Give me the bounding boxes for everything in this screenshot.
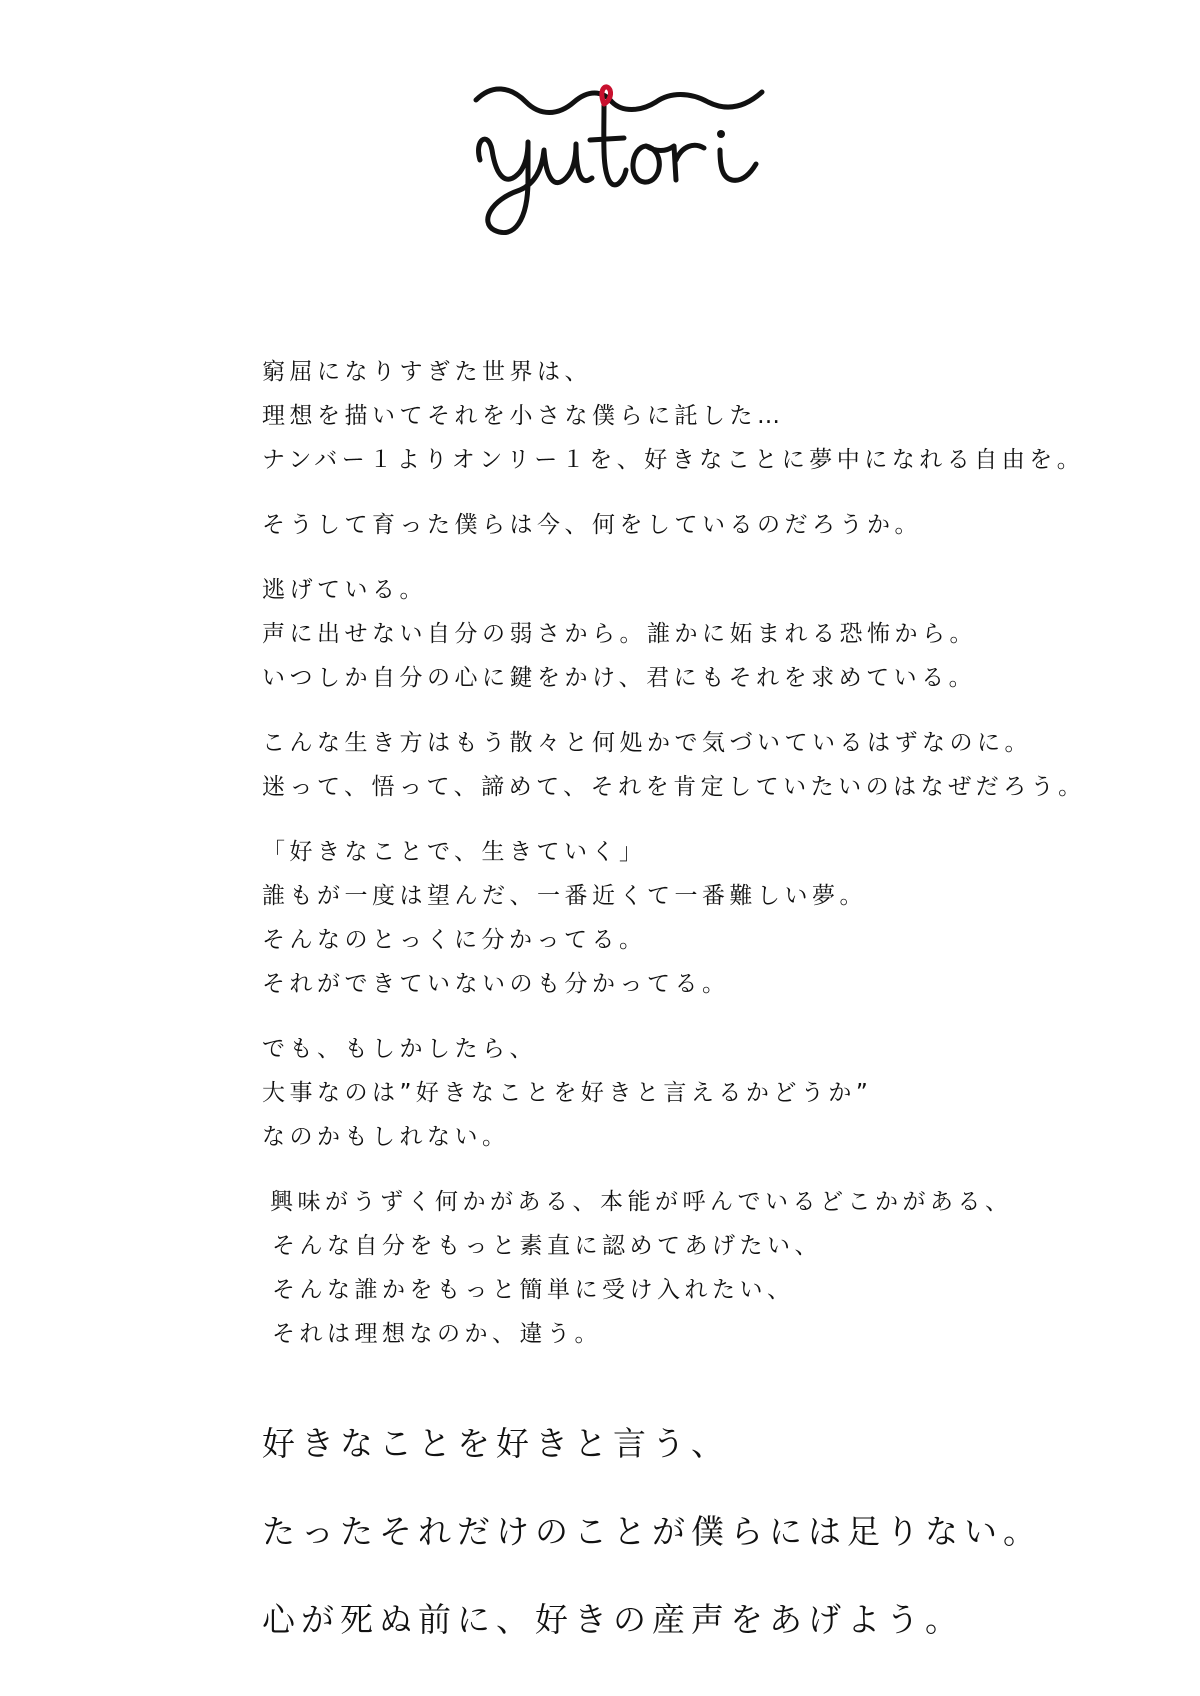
text-line: それは理想なのか、違う。 [272,1321,602,1347]
text-line: 大事なのは”好きなことを好きと言えるかどうか” [262,1080,873,1106]
text-line: そんな誰かをもっと簡単に受け入れたい、 [272,1277,795,1303]
text-line: 興味がうずく何かがある、本能が呼んでいるどこかがある、 [270,1189,1013,1215]
paragraph-3 [262,568,1162,700]
text-line: そんなのとっくに分かってる。 [262,927,647,953]
text-line: 理想を描いてそれを小さな僕らに託した… [262,403,785,429]
text-line: 「好きなことで、生きていく」 [262,839,647,865]
closing-line: 心が死ぬ前に、好きの産声をあげよう。 [262,1600,964,1639]
paragraph-2 [262,503,1162,547]
text-line: こんな生き方はもう散々と何処かで気づいているはずなのに。 [262,730,1032,756]
logo-script-path [476,89,762,233]
text-line: いつしか自分の心に鍵をかけ、君にもそれを求めている。 [262,665,977,691]
paragraph-7 [272,1180,1162,1356]
paragraph-6 [262,1027,1162,1159]
text-line: 声に出せない自分の弱さから。誰かに妬まれる恐怖から。 [262,621,977,647]
text-line: 窮屈になりすぎた世界は、 [262,359,592,385]
text-line: そんな自分をもっと素直に認めてあげたい、 [272,1233,822,1259]
text-line: 逃げている。 [262,577,427,603]
paragraph-5 [262,830,1162,1006]
text-line: そうして育った僕らは今、何をしているのだろうか。 [262,512,922,538]
text-line: 誰もが一度は望んだ、一番近くて一番難しい夢。 [262,883,867,909]
paragraph-4 [262,721,1162,809]
closing-line: たったそれだけのことが僕らには足りない。 [262,1512,1042,1551]
manifesto-body [262,350,1162,1356]
text-line: ナンバー１よりオンリー１を、好きなことに夢中になれる自由を。 [262,447,1085,473]
closing-line: 好きなことを好きと言う、 [262,1424,730,1463]
yutori-logo [470,80,770,270]
closing-statement [262,1400,1162,1664]
text-line: 迷って、悟って、諦めて、それを肯定していたいのはなぜだろう。 [262,774,1086,800]
paragraph-1 [262,350,1162,482]
text-line: でも、もしかしたら、 [262,1036,537,1062]
text-line: それができていないのも分かってる。 [262,971,730,997]
text-line: なのかもしれない。 [262,1124,510,1150]
